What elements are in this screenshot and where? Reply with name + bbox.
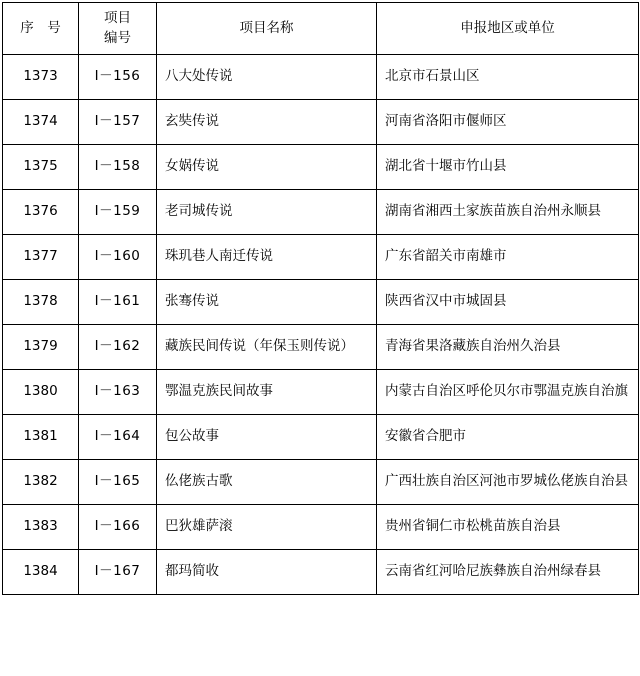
table-body: [3, 55, 639, 595]
cell-project-name: 八大处传说: [157, 55, 377, 100]
cell-project-name: 巴狄雄萨滚: [157, 505, 377, 550]
cell-region: 广东省韶关市南雄市: [377, 235, 639, 280]
cell-code: Ⅰ－162: [79, 325, 157, 370]
table-row: [3, 235, 639, 280]
cell-project-name: 玄奘传说: [157, 100, 377, 145]
cell-region: 青海省果洛藏族自治州久治县: [377, 325, 639, 370]
cell-region: 北京市石景山区: [377, 55, 639, 100]
cell-code: Ⅰ－166: [79, 505, 157, 550]
cell-region: 云南省红河哈尼族彝族自治州绿春县: [377, 550, 639, 595]
column-header-region-line-1: 申报地区或单位: [460, 19, 555, 36]
cell-project-name: 老司城传说: [157, 190, 377, 235]
cell-project-name: 藏族民间传说（年保玉则传说）: [157, 325, 377, 370]
cell-region: 安徽省合肥市: [377, 415, 639, 460]
cell-region: 湖北省十堰市竹山县: [377, 145, 639, 190]
table-row: [3, 190, 639, 235]
cell-sequence: 1377: [3, 235, 79, 280]
cell-project-name: 包公故事: [157, 415, 377, 460]
cell-sequence: 1376: [3, 190, 79, 235]
column-header-project-name-line-1: 项目名称: [239, 19, 294, 36]
cell-sequence: 1374: [3, 100, 79, 145]
table-header: [3, 3, 639, 55]
cell-code: Ⅰ－156: [79, 55, 157, 100]
cell-project-name: 张骞传说: [157, 280, 377, 325]
table-row: [3, 100, 639, 145]
column-header-sequence: [3, 3, 79, 55]
cell-sequence: 1383: [3, 505, 79, 550]
cell-sequence: 1375: [3, 145, 79, 190]
table-row: [3, 460, 639, 505]
table-row: [3, 505, 639, 550]
cell-project-name: 都玛简收: [157, 550, 377, 595]
column-header-region: [377, 3, 639, 55]
cell-region: 内蒙古自治区呼伦贝尔市鄂温克族自治旗: [377, 370, 639, 415]
column-header-code-line-1: 项目: [104, 10, 131, 26]
cell-region: 河南省洛阳市偃师区: [377, 100, 639, 145]
table-row: [3, 325, 639, 370]
cell-region: 广西壮族自治区河池市罗城仫佬族自治县: [377, 460, 639, 505]
cell-code: Ⅰ－164: [79, 415, 157, 460]
column-header-code: [79, 3, 157, 55]
cell-code: Ⅰ－159: [79, 190, 157, 235]
cell-code: Ⅰ－163: [79, 370, 157, 415]
table-header-row: [3, 3, 639, 55]
cell-project-name: 鄂温克族民间故事: [157, 370, 377, 415]
table-row: [3, 55, 639, 100]
cell-region: 湖南省湘西土家族苗族自治州永顺县: [377, 190, 639, 235]
cell-sequence: 1380: [3, 370, 79, 415]
cell-code: Ⅰ－158: [79, 145, 157, 190]
cell-project-name: 珠玑巷人南迁传说: [157, 235, 377, 280]
column-header-code-line-2: 编号: [104, 29, 131, 46]
cell-sequence: 1379: [3, 325, 79, 370]
cell-sequence: 1381: [3, 415, 79, 460]
cell-region: 陕西省汉中市城固县: [377, 280, 639, 325]
heritage-items-table: [2, 2, 639, 595]
table-row: [3, 370, 639, 415]
cell-code: Ⅰ－161: [79, 280, 157, 325]
table-row: [3, 550, 639, 595]
cell-code: Ⅰ－165: [79, 460, 157, 505]
table-row: [3, 415, 639, 460]
cell-code: Ⅰ－157: [79, 100, 157, 145]
cell-region: 贵州省铜仁市松桃苗族自治县: [377, 505, 639, 550]
cell-project-name: 仫佬族古歌: [157, 460, 377, 505]
column-header-sequence-line-1: 序 号: [20, 19, 61, 36]
cell-project-name: 女娲传说: [157, 145, 377, 190]
cell-sequence: 1378: [3, 280, 79, 325]
cell-code: Ⅰ－167: [79, 550, 157, 595]
cell-sequence: 1373: [3, 55, 79, 100]
table-row: [3, 280, 639, 325]
cell-sequence: 1384: [3, 550, 79, 595]
table-row: [3, 145, 639, 190]
cell-sequence: 1382: [3, 460, 79, 505]
cell-code: Ⅰ－160: [79, 235, 157, 280]
column-header-project-name: [157, 3, 377, 55]
